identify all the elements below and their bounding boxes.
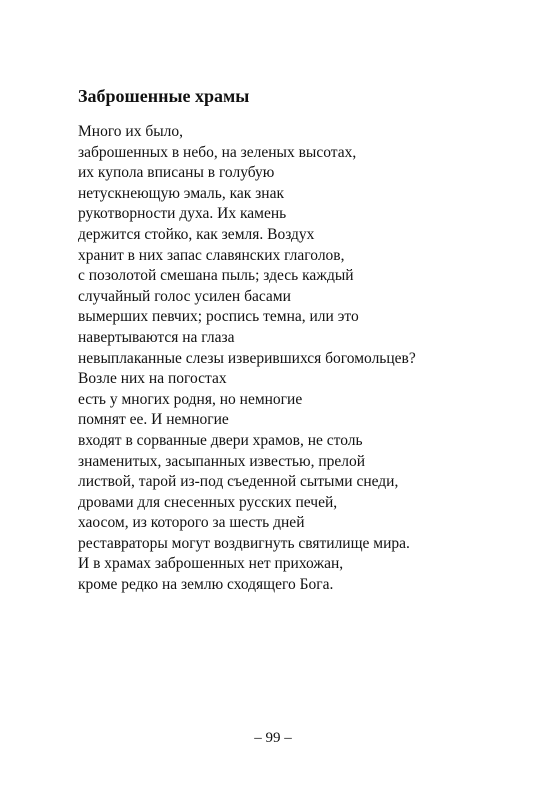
poem-line: И в храмах заброшенных нет прихожан, <box>78 555 344 573</box>
poem-line: помнят ее. И немногие <box>78 411 229 429</box>
poem-line: нетускнеющую эмаль, как знак <box>78 184 284 202</box>
poem-line: рукотворности духа. Их камень <box>78 205 287 223</box>
poem-line: входят в сорванные двери храмов, не столь <box>78 431 363 449</box>
poem-line: реставраторы могут воздвигнуть святилище мира. <box>78 534 410 552</box>
poem-line: Много их было, <box>78 123 184 140</box>
poem-line: есть у многих родня, но немногие <box>78 390 303 408</box>
poem-line: заброшенных в небо, на зеленых высотах, <box>78 143 357 161</box>
poem-line: Возле них на погостах <box>78 370 227 388</box>
poem-line: их купола вписаны в голубую <box>78 164 275 182</box>
poem-line: навертываются на глаза <box>78 328 235 346</box>
poem-line: вымерших певчих; роспись темна, или это <box>78 308 359 326</box>
poem-line: с позолотой смешана пыль; здесь каждый <box>78 267 354 285</box>
poem-line: знаменитых, засыпанных известью, прелой <box>78 452 366 470</box>
poem-line: листвой, тарой из-под съеденной сытыми снеди, <box>78 473 399 491</box>
poem-line: держится стойко, как земля. Воздух <box>78 225 315 243</box>
poem-title: Заброшенные храмы <box>78 86 250 106</box>
poem-line: дровами для снесенных русских печей, <box>78 493 338 511</box>
poem-line: хранит в них запас славянских глаголов, <box>78 246 345 264</box>
poem-line: невыплаканные слезы изверившихся богомольцев? <box>78 349 416 367</box>
poem-body <box>78 122 518 596</box>
page-number: – 99 – <box>254 730 292 746</box>
poem-line: случайный голос усилен басами <box>78 287 291 305</box>
poem-line: кроме редко на землю сходящего Бога. <box>78 576 334 594</box>
poem-line: хаосом, из которого за шесть дней <box>78 514 305 532</box>
